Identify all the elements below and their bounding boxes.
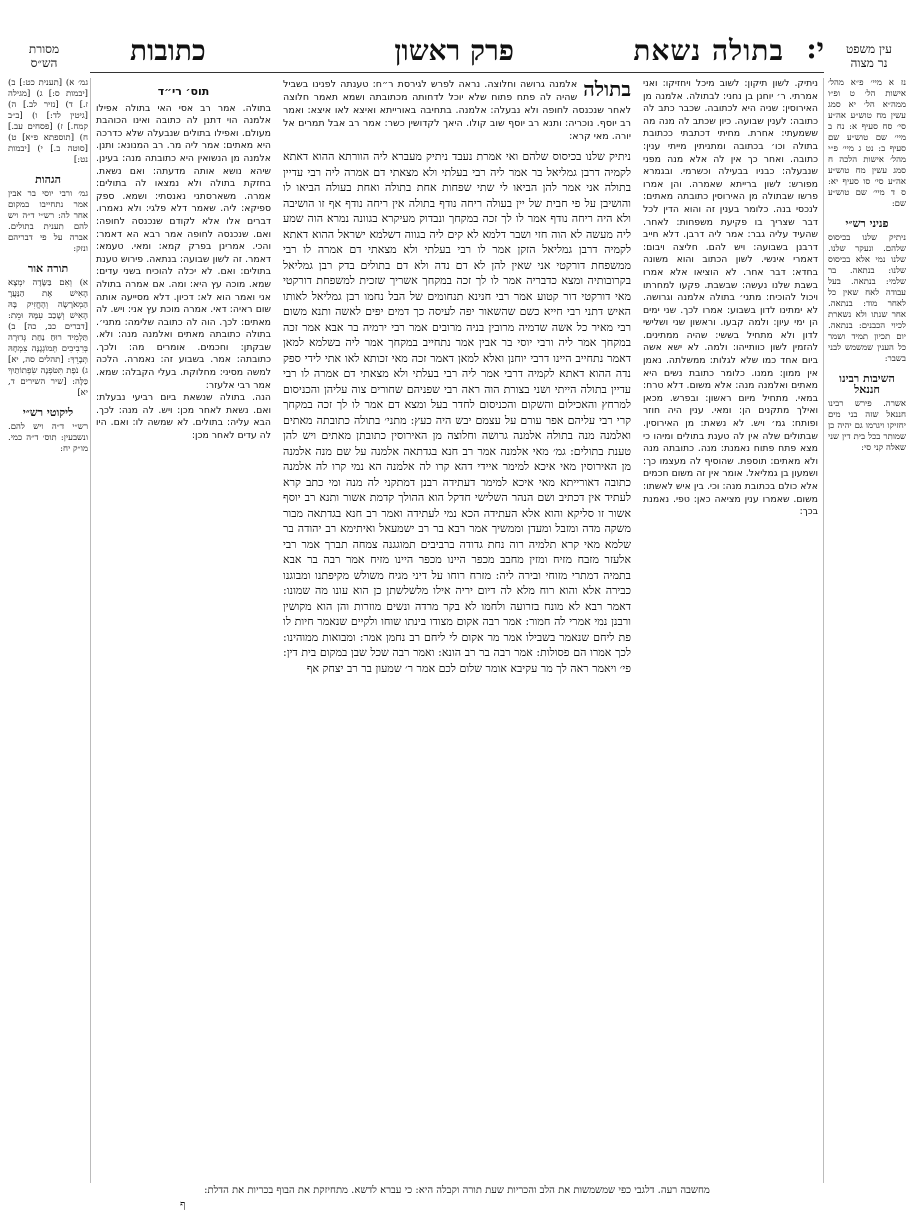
rashi-text: ניתיק. לשון תיקון: לשוב מיכל ויחזיקו: ואני אמרתי. ר׳ יוחנן בן נחני: לבתולה. אלמנה מן האירוסין: שניה היא לכתובה. שכבר כתב לה כתובה: לענין שבועה. כיון שכתב לה מנה מה ששמעתי: אחרת. מחיתי דכתבתי ככתובת בתולה וכו׳ בכתובה ומתניתין מייתי ענין: כתובה. ואחר כך אין לה אלא מנה מפני שנבעלה: כבניו בבעילה וכשרמי. ובגמרא מפורש: לשון ברייתא שאמרה. והן אמרו פרשו שבתולה מן האירוסין כתובתה מאתים: לנכסי בנה. כלומר בענין זה והוא הדין לכל דבר שצריך בו פקיעת משפחות: לאחר. שהעיד עליה גבר: אמר ליה דרבן. דלא חייב דרבנן בשבועה: ויש להם. חליצה ויבום: דאמרי אינשי. לשון הכתוב והוא משונה בחדא: דבר אחר. לא הוציאו אלא אמרו בשבת שלנו נעשה: שבשבת. פקעו למחרתו ויכול להוכיח: מתני׳ בתולה אלמנה וגרושה. לא ימתינו לדון בשבוע: אמרו לכך. שני ימים הן ימי עיון: ולמה קבעו. וראשון שני ושלישי לדון ולא מתחיל בששי: שהיה ממתינים. להזמין לשון כוותייהו: ולמה. לא ישא אשה ביום אחד כמו שלא לגלות: ממשלתה. נאמן אין ממון: ממנו. כלומר כתובת נשים היא מאתים ואלמנה מנה: אלא משום. דלא טרח: במאי. מתחיל מיום ראשון: ובפרש. מכאן ואילך מתקנים הן: ומאי. ענין היה חוזר ופותח: גמ׳ ויש. לא נשאת: מן האירוסין. שבתולים שלה אין לה טענת בתולים ומיהו כי מצא פתח פתוח נאמנת: מנה. כתובתה מנה ולא מאתים: תוספת. שהוסיף לה מעצמו כך: ושמעון בן גמליאל. אומר אין זה משום חכמים אלא כולם בכתובת מנה: וכי. בין איש לאשתו: משום. שאמרו ענין מציאה כאן: טפי. נאמנת בכך:: [643, 78, 818, 518]
torah-or-text: א) וְאִם בַּשָּׂדֶה יִמְצָא הָאִישׁ אֶת הַנַּעֲרָ הַמְאֹרָשָׂה וְהֶחֱזִיק בָּהּ הָאִישׁ וְשָׁכַב עִמָּהּ וּמֵת: [דברים כב, כה] ב) תַּלְמִיד רוּחַ נַחַת גְּדוּרָה בְּרִבִיבִים תְּמוֹגְגֶנָּה צִמְחָהּ תְּבָרֵךְ: [תהלים סה, יא] ג) נֹפֶת תִּטֹּפְנָה שִׂפְתוֹתַיִךְ כַּלָּה: [שיר השירים ד, יא]: [8, 278, 88, 398]
divider: [823, 78, 824, 1183]
likutei-rashi-text: רש״י ד״ה ויש להם. ונשבעין: תוס׳ ד״ה כמי. מו״ק יח:: [8, 422, 88, 454]
gemara-main-text: ניתיק שלנו בכיסוס שלהם ואי אמרת נעבד ניתיק מעברא ליה הוורתא ההוא דאתא לקמיה דרבן גמליאל בר אמר ליה רבי בעלתי ולא מצאתי דם אמרה ליה רבי עדיין בתולה אני אמר להן הביאו לי שתי שפחות אחת בתולה ואחת בעולה הביאו לו והושיבן על פי חבית של יין בעולה ריחה נודף בתולה אין ריחה נודף אף זו הושיבה ולא היה ריחה נודף אמר לו לך זכה במקחך ונבדוק מעיקרא בגוונה נמרא הוה שמע ליה מעשה לא הוה חזי ושבר דלמא לא קים ליה בגווה דשלמא ישראל ההוא דאתא לקמיה דרבן גמליאל הזקן אמר לו רבי בעלתי ולא מצאתי דם אמרה לו רבי ממשפחת דורקטי אני שאין להן לא דם נדה ולא דם בתולים בדק רבן גמליאל בקרובותיה ומצא כדבריה אמר לו לך זכה במקחך אשריך שזכית למשפחת דורקטי מאי דורקטי דור קטוע אמר רבי חנינא תנחומים של הבל נחמו רבן גמליאל לאותו האיש דתני רבי חייא כשם שהשאור יפה לעיסה כך דמים יפים לאשה ותנא משום רבי מאיר כל אשה שדמיה מרובין בניה מרובים אמר רבי ירמיה בר אבא אמר זכה במקחך אמר ליה ורבי יוסי בר אבין אמר נתחייב במקחך אמר ליה בשלמא למאן דאמר נתחייב היינו דרבי יוחנן ואלא למאן דאמר זכה מאי זכותא לאו אתי לידי ספק נדה ההוא דאתא לקמיה דרבי אמר ליה רבי בעלתי ולא מצאתי דם אמרה לו רבי עדיין בתולה הייתי ושני בצורת הוה ראה רבי שפניהם שחורים צוה עליהן והכניסום למרחץ והאכילום והשקום והכניסום לחדר בעל ומצא דם אמר לו לך זכה במקחך קרי רבי עליהם אפר עורם על עצמם יבש היה כעץ: מתני׳ בתולה כתובתה מאתים ואלמנה מנה בתולה אלמנה גרושה וחלוצה מן האירוסין כתובתן מאתים ויש להן טענת בתולים: גמ׳ מאי אלמנה אמר רב חנא בגדתאה אלמנה על שם מנה אלמנה מן האירוסין מאי איכא למימר איידי דהא קרו לה אלמנה הא נמי קרו לה אלמנה כתובה דאורייתא מאי איכא למימר דעתידה רבנן דמתקני לה מנה ומי כתב קרא לעתיד אין דכתיב ושם הנהר השלישי חדקל הוא ההולך קדמת אשור ותנא רב יוסף אשור זו סליקא והוא אלא העתידה הכא נמי לעתידה ואמר רב חנא בגדתאה מבור משקה מדה ומזבל ומעדן וממשיך אמר רבא בר רב ישמעאל ואיתימא רב יהודה בר שלמא מאי קרא תלמיה רוה נחת גדודה ברביבים תמוגגנה צמחה תברך אמר רבי אלעזר מזבח מזיח ומזין מחבב מכפר היינו מכפר היינו מזיח אמר רבה בר אבא בתמיה דמתרי מזוחי ובירה ליה: מזרח רוחו על דיני מגיח משולש מקיפתנו ומבוגנו כבירה אלא והוא רוח מלא לה דיום יריה אילו מלשלשתן כן הוא עונו מה שמונו: דאמר רבא לא מונח בזרועה ולחמו לא בקר מרדה ונשים מוזרות והן הוא מקושין ורבנן נמי אמרי לה חמור: אמר רבה אקום מצודו בינתו שוחו ולקיים שנאמר חיות לו פת ליחם שנאמר בשבילו אמר מר אקום לי ליחם רב נחמן אמר: ומבואות ממוהינו: לכך אמרו הם פסולות: אמר רבה בר רב הונא: ואמר רבה שכל שבן במקום בית דין: פי׳ ויאמר ראה לך מר עקיבא אומר שלום לכם אמר ר׳ שמעון בר רב יצחק אף: [283, 150, 631, 675]
divider: [90, 78, 91, 1183]
tosafot-heading: תוס׳ רי״ד: [157, 85, 210, 98]
chapter-title: פרק ראשון: [394, 34, 514, 67]
masoret-entries: גמ׳ א) [תענית כט:] ב) [יבמות ס:] ג) [מגילה ז.] ד) [נזיר לב.] ה) [גיטין לד:] ו) [ב״ב קמח.] ז) [פסחים עב.] ח) [תוספתא פ״א] ט) [סוטה ב.] י) [יבמות נט:]: [8, 78, 88, 165]
page-title: בתולה נשאת: [633, 34, 784, 67]
ein-mishpat-heading: עין משפט נר מצוה: [846, 42, 892, 70]
rabbeinu-chananel-text: אשרה. פירש רבינו חננאל שזה בני מים יחזיקו ויגרמו גם יהיה כן שמותר בכל בית דין שני שאלה קני סי:: [828, 399, 906, 453]
gemara-intro: אלמנה גרושה וחלוצה. נראה לפרש לגירסת ר״ח: טענתה לפנינו בשביל שהיה לה פתח פתוח שלא יוכל לדחותה מכתובתה ושמא תאמר חלוצה לאחר שנכנסה לחופה ולא נבעלה: אלמנה. בתחיבה באורייתא ואיצא לאו איצא: ואמר רב יוסף. נוכריה: ותנא רב יוסף שוב קולו. היאך לקדושין כשר: אמר רב אבל תמרים אל יורה. מאי קרא:: [283, 79, 631, 142]
rashi-column: [643, 78, 818, 1183]
likutei-rashi-heading: ליקוטי רש״י: [22, 406, 74, 419]
rabbeinu-chananel-heading: השיבות רבינו חננאל: [839, 372, 895, 396]
tosafot-tail: הנה. בתולה שנשאת ביום רביעי נבעלת: ואם. נשאת לאחר מכן: ויש. לה מנה: לכך. הבא עליה: בתולים. לא שמשה לו: ואם. היו לה עדים לאחר מכן:: [96, 392, 271, 442]
tractate-title: כתובות: [130, 34, 206, 67]
gemara-column: [283, 78, 631, 1183]
rabbeinu-heading: פניני רש״י: [845, 217, 889, 230]
ein-mishpat-column: [828, 78, 906, 1198]
rabbeinu-text: ניתיק שלנו בכיסוס שלהם. ונעקר שלנו. שלנו נמי אלא בכיסוס שלנו: בנתאה. בר שלמי: בנתאה. בעל עבודה לאח שאין כל לאחר מוד: בנתאה. אחר שנתו ולא נשארת לכיוי הכבנים: בנתאה. יום תכיון תמיד ושמר כל הענין שמשמש לבני בשבר:: [828, 233, 906, 364]
page-marker: י:: [806, 32, 824, 65]
footer-commentary: מחשבה רעה. דלגבי כפי שמשמשות את הלב והכריות שעת תורה וקבלה היא: כי עברא לדשא. מתחיזקת את הבוף בכריות את הדלת:: [204, 1185, 710, 1196]
masoret-hashas-column: [8, 78, 88, 1198]
ein-mishpat-entries: נז א מיי׳ פ״א מהל׳ אישות הל׳ ט ופ״ו ממה״א הל׳ יא סמג עשין מח טוש״ע אה״ע סי׳ סח סעיף א: נח ב מיי׳ שם טוש״ע שם סעיף ב: נט ג מיי׳ פ״י מהל׳ אישות הלכה ח סמג עשין מח טוש״ע אה״ע סי׳ סו סעיף יא: ס ד מיי׳ שם טוש״ע שם:: [828, 78, 906, 209]
page-catchword: ף: [180, 1198, 186, 1211]
tosafot-text: בתולה. אמר רב אסי האי בתולה אפילו אלמנה הוי דתנן לה כתובה ואינו הכוהבת מעולם. ואפילו בתולים שנבעלה שלא כדרכה היא מאתים: אמר ליה מר. רב המנונא: ותנן. אלמנה מן הנשואין היא כתובתה מנה: בעינן. שיהא נושא אותה מדעתה: ואם נשאת. בחזקת בתולה ולא נמצאו לה בתולים: אמרה. משארסתני נאנסתי: ושמא. ספק ספיקא: ליה. שאמר דלא פלגי: ולא נאמרו. דברים אלו אלא לקודם שנכנסה לחופה: ואם. שנכנסה לחופה אמר רבא הא דאמר: והכי. אמרינן בפרק קמא: ומאי. טעמא: דאמר. זה לשון שבועה: בנתאה. פירוש טענת בתולים: ואם. לא יכלה להוכיח בשני עדים: שמא. מוכה עץ היא: ומה. אם אמרה בתולה אני ואמר הוא לא: דכיון. דלא מסייעה אותה שום ראיה: דאי. אמרה מוכת עץ אני: ויש. לה מאתים: לכך. הוה לה כתובה שלימה: מתני׳. בתולה כתובתה מאתים ואלמנה מנה: ולא. שבקתן: וחכמים. אומרים מה: ולכך. כתובתה: אמר. בשבוע זה: נאמרה. הלכה למשה מסיני: מחלוקת. בעלי הקבלה: שמא. אמר רבי אלעזר:: [96, 102, 271, 391]
torah-or-heading: תורה אור: [27, 262, 69, 275]
header-rule: [90, 72, 824, 73]
opening-word: בתולה: [583, 78, 631, 101]
tosafot-column: [96, 78, 271, 1183]
masoret-hashas-heading: מסורת הש״ס: [28, 42, 60, 70]
hagahot-text: גמ׳ ורבי יוסי בר אבין אמר נתחייבו במקום אחר לה: רש״י ד״ה ויש להם תענית בתולים. אברה על פי דבריהם ונזק:: [8, 189, 88, 254]
hagahot-heading: הגהות: [35, 173, 61, 186]
page-header: [70, 30, 824, 70]
